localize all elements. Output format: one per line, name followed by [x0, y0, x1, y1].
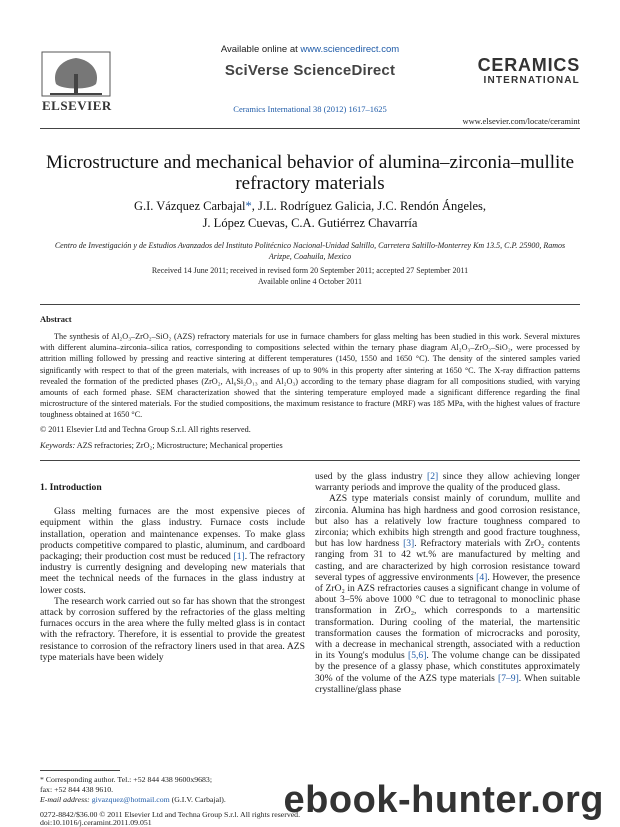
header-rule [40, 128, 580, 129]
affiliation: Centro de Investigación y de Estudios Avanzados del Instituto Politécnico Nacional-Unidad Saltillo, Carretera Saltillo-Monterrey Km 13.5, C.P. 25900, Ramos Arizpe, Coahuila, Mexico [54, 241, 566, 261]
right-p0-b: since they allow achieving longer warranty periods and improve the quality of the produced glass. [315, 471, 580, 494]
footnote-rule [40, 770, 120, 771]
sciverse-logo-text: SciVerse ScienceDirect [224, 62, 396, 79]
journal-url[interactable]: www.elsevier.com/locate/ceramint [462, 116, 580, 126]
right-p0-a: used by the glass industry [315, 471, 427, 482]
authors-line1-rest: , J.L. Rodríguez Galicia, J.C. Rendón Ángeles, [251, 199, 487, 213]
publisher-logo-text: ELSEVIER [42, 98, 112, 113]
sciencedirect-link[interactable]: www.sciencedirect.com [300, 44, 400, 55]
right-p1-a: AZS type materials consist mainly of corundum, mullite and zirconia. Alumina has high hardness and good corrosion resistance, but also has a relatively low fracture toughness compared to zirconia; which exhibits high strength and good fracture toughness, but has low hardness [315, 493, 580, 550]
article-dates [50, 265, 570, 287]
issn-line: 0272-8842/$36.00 © 2011 Elsevier Ltd and Techna Group S.r.l. All rights reserved. [40, 810, 301, 819]
journal-name-line2: INTERNATIONAL [483, 75, 580, 86]
right-column [315, 471, 580, 695]
watermark-text: ebook-hunter.org [283, 779, 604, 821]
authors-line2: J. López Cuevas, C.A. Gutiérrez Chavarría [202, 216, 418, 230]
email-label: E-mail address: [40, 795, 92, 804]
right-p1-c: . However, the presence of ZrO₂ in AZS refractories causes a significant change in volume of about 3–5% above 1000 °C due to tetragonal to monoclinic phase transformation in ZrO₂, which corresponds to a martensitic transformation. During cooling of the material, the martensitic transformation causes the formation of microcracks and porosity, with a decrease in mechanical strength, associated with a reduction in its Young's modulus [315, 571, 580, 662]
citation-link[interactable]: [2] [427, 471, 439, 482]
doi-link[interactable]: doi:10.1016/j.ceramint.2011.09.051 [40, 818, 152, 827]
journal-logo [478, 56, 580, 88]
article-title: Microstructure and mechanical behavior of alumina–zirconia–mullite refractory materials [45, 152, 575, 194]
right-paragraph-0 [315, 471, 580, 493]
right-paragraph-1 [315, 493, 580, 695]
left-column [40, 482, 305, 663]
footnote-fax: fax: +52 844 438 9610. [40, 785, 114, 794]
doi-line [40, 818, 152, 827]
abstract-bottom-rule [40, 460, 580, 461]
footnote-corresponding: * Corresponding author. Tel.: +52 844 438 9600x9683; [40, 775, 212, 784]
right-p1-b: . Refractory materials with ZrO₂ contents ranging from 31 to 42 wt.% are manufactured by melting and casting, and are characterized by high corrosion resistance toward several types of aggressive environments [315, 538, 580, 583]
abstract-heading: Abstract [40, 314, 72, 324]
author-first: G.I. Vázquez Carbajal [133, 199, 246, 213]
citation-link[interactable]: [4] [476, 571, 488, 583]
keywords-label: Keywords: [40, 441, 76, 450]
intro-p1-rest: . The refractory industry is currently designing and developing new materials that meet the technical needs of the furnaces in the glass industry at lower costs. [40, 551, 305, 596]
journal-name-line1: CERAMICS [477, 55, 580, 75]
keywords-line [40, 441, 283, 450]
email-suffix: (G.I.V. Carbajal). [169, 795, 226, 804]
citation-link[interactable]: [3] [403, 538, 415, 550]
citation-link[interactable]: [7–9] [498, 672, 519, 684]
email-link[interactable]: givazquez@hotmail.com [91, 795, 170, 804]
citation-link[interactable]: [1] [233, 551, 245, 563]
intro-paragraph-2: The research work carried out so far has shown that the strongest attack by corrosion suffered by the refractories of the glass melting furnaces occurs in the area where the fully melted glass is in contact with the refractory. Therefore, it is essential to provide the greatest resistance to corrosion of the refractory liners used in that area. AZS type materials have been widely [40, 595, 305, 663]
citation-link[interactable]: [5,6] [408, 650, 427, 662]
footnote-email-line [40, 795, 305, 805]
intro-p1-text: Glass melting furnaces are the most expensive pieces of equipment within the glass industry. Furnace costs include installation, operation and maintenance expenses. To make glass products competitive compared to plastic, aluminum, and cardboard packaging; their production cost must be reduced [40, 506, 305, 563]
available-online-line [0, 44, 620, 55]
journal-header [0, 0, 620, 128]
intro-paragraph-1 [40, 506, 305, 596]
abstract-copyright: © 2011 Elsevier Ltd and Techna Group S.r.l. All rights reserved. [40, 425, 251, 434]
received-dates: Received 14 June 2011; received in revised form 20 September 2011; accepted 27 September 2011 [151, 266, 469, 275]
corresponding-author-marker[interactable]: * [245, 199, 252, 213]
right-p1-e: . When suitable crystalline/glass phase [315, 672, 580, 695]
author-list [60, 198, 560, 232]
footnote [40, 775, 305, 805]
abstract-text: The synthesis of Al₂O₃–ZrO₂–SiO₂ (AZS) refractory materials for use in furnace chambers for glass melting has been studied in this work. Several mixtures with different alumina–zirconia–silica ratios, corresponding to compositions selected within the ternary phase diagram Al₂O₃–ZrO₂–SiO₂, were processed by attrition milling followed by pressing and reactive sintering at different temperatures (1450, 1550 and 1650 °C). The density of the sintered samples varied significantly with respect to that of the green materials, with increases of up to 90% in this property after sintering at 1650 °C. The X-ray diffraction patterns revealed the formation of the predicted phases (ZrO₂, Al₆Si₂O₁₃ and Al₂O₃) according to the ternary phase diagram for all compositions studied, with varying amounts of each formed phase. SEM characterization showed that the sintering temperature employed made a significant difference regarding the final microstructure of the sintered materials. For the studied compositions, the maximum resistance to fracture (MRF) was 185 MPa, with the highest values of fracture toughness obtained at 1650 °C. [40, 332, 580, 420]
available-prefix: Available online at [220, 44, 301, 55]
abstract-top-rule [40, 304, 580, 305]
keywords-list: AZS refractories; ZrO₂; Microstructure; Mechanical properties [75, 441, 283, 450]
section-heading-introduction: 1. Introduction [40, 482, 102, 493]
journal-citation[interactable]: Ceramics International 38 (2012) 1617–1625 [233, 104, 387, 114]
available-online-date: Available online 4 October 2011 [258, 277, 362, 286]
right-p1-d: . The volume change can be dissipated by the presence of a glassy phase, which constitutes approximately 30% of the volume of the AZS type materials [315, 650, 580, 684]
